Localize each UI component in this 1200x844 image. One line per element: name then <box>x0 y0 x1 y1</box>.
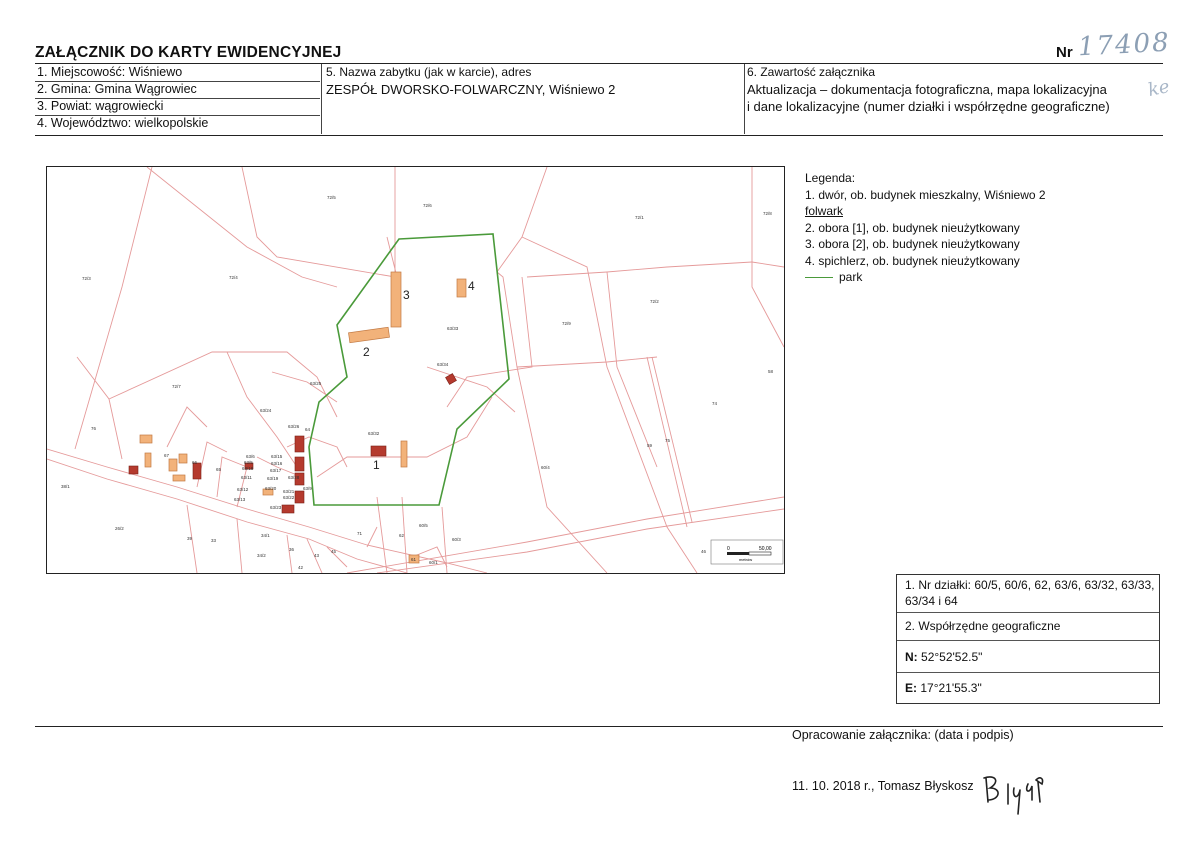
parcel-label: 63/6 <box>246 454 255 459</box>
parcel-label: 46 <box>701 549 707 554</box>
parcel-label: 63/15 <box>271 454 283 459</box>
latitude-value: 52°52'52.5" <box>921 650 983 664</box>
building-row-5 <box>282 505 294 513</box>
parcel-label: 74 <box>712 401 718 406</box>
map-markers <box>363 279 475 472</box>
scale-end: 50,00 <box>759 546 772 552</box>
parcel-label: 63/18 <box>242 466 254 471</box>
legend-item-spichlerz: 4. spichlerz, ob. budynek nieużytkowany <box>805 253 1020 268</box>
parcel-label: 72/3 <box>82 276 91 281</box>
handwritten-signature <box>978 770 1048 825</box>
parcel-label: 36 <box>289 547 295 552</box>
parcel-label: 60/5 <box>419 523 428 528</box>
marker-4: 4 <box>468 279 475 293</box>
legend-park-label: park <box>839 270 863 284</box>
parcel-label: 72/8 <box>763 211 772 216</box>
parcel-label: 63/16 <box>271 461 283 466</box>
parcel-label: 60/4 <box>541 465 550 470</box>
latitude-label: N: <box>905 650 918 664</box>
handwritten-initials: ke <box>1146 75 1172 102</box>
parcel-label: 38/1 <box>61 484 70 489</box>
coordinates-label-section <box>897 613 1159 641</box>
building-village-4 <box>179 454 187 463</box>
parcel-label: 33 <box>211 538 217 543</box>
parcel-label: 63/20 <box>265 486 277 491</box>
latitude-section <box>897 641 1159 673</box>
legend-item-park <box>805 269 1046 286</box>
parcel-label: 75 <box>665 438 671 443</box>
parcel-label: 72/6 <box>423 203 432 208</box>
parcel-label: 42 <box>298 565 304 570</box>
parcel-label: 63/25 <box>310 381 322 386</box>
parcel-label: 63/11 <box>241 475 252 480</box>
parcel-label: 63/23 <box>270 505 282 510</box>
gmina-text: 2. Gmina: Gmina Wągrowiec <box>37 82 197 96</box>
header-table <box>35 63 1163 136</box>
building-village-1 <box>140 435 152 443</box>
legend-item-obora-2: 3. obora [2], ob. budynek nieużytkowany <box>805 237 1020 251</box>
building-spichlerz <box>457 279 466 297</box>
parcel-boundaries <box>47 167 784 573</box>
marker-3: 3 <box>403 288 410 302</box>
longitude-section <box>897 673 1159 703</box>
prepared-label: Opracowanie załącznika: (data i podpis) <box>792 728 1014 742</box>
parcel-label: 60/3 <box>452 537 461 542</box>
parcel-label: 61 <box>411 557 417 562</box>
marker-1: 1 <box>373 458 380 472</box>
building-village-2 <box>145 453 151 467</box>
parcel-label: 63/32 <box>368 431 380 436</box>
legend-item-dwor: 1. dwór, ob. budynek mieszkalny, Wiśniewo 2 <box>805 187 1046 202</box>
parcel-label: 71 <box>357 531 363 536</box>
powiat-text: 3. Powiat: wągrowiecki <box>37 99 164 113</box>
parcel-label: 63/22 <box>283 495 295 500</box>
legend-item-obora-1: 2. obora [1], ob. budynek nieużytkowany <box>805 220 1020 235</box>
scale-segment-light <box>749 552 771 555</box>
zawartosc-cell <box>744 64 1163 134</box>
parcel-label: 63/5 <box>244 460 253 465</box>
parcel-label: 58 <box>768 369 774 374</box>
dzialki-section <box>897 575 1159 613</box>
parcel-label: 66 <box>192 460 198 465</box>
parcel-label: 63/33 <box>447 326 459 331</box>
parcel-label: 72/4 <box>229 275 238 280</box>
location-map <box>46 166 785 574</box>
parcel-label: 72/9 <box>562 321 571 326</box>
scale-unit: metrów <box>739 557 753 562</box>
map-svg <box>47 167 784 573</box>
parcel-label: 63/13 <box>234 497 246 502</box>
scale-start: 0 <box>727 546 730 552</box>
coordinates-label: 2. Współrzędne geograficzne <box>905 619 1061 633</box>
building-dwor <box>371 446 386 456</box>
parcel-label: 34/1 <box>261 533 270 538</box>
legend-title: Legenda: <box>805 171 856 185</box>
parcel-labels <box>61 195 774 570</box>
parcel-label: 63/28 <box>288 475 300 480</box>
wojewodztwo-text: 4. Województwo: wielkopolskie <box>37 116 209 130</box>
building-village-3 <box>169 459 177 471</box>
scale-segment-dark <box>727 552 749 555</box>
park-line-icon <box>805 277 833 278</box>
handwritten-number: 17408 <box>1077 27 1172 63</box>
parcel-label: 64 <box>305 427 311 432</box>
dzialki-line1: 1. Nr działki: 60/5, 60/6, 62, 63/6, 63/32, 63/33, <box>905 578 1155 592</box>
building-obora-1 <box>348 327 389 342</box>
longitude-value: 17°21'55.3" <box>920 681 982 695</box>
zabytek-value: ZESPÓŁ DWORSKO-FOLWARCZNY, Wiśniewo 2 <box>326 82 616 97</box>
parcel-label: 34/2 <box>257 553 266 558</box>
row-wojewodztwo <box>35 115 320 132</box>
prepared-date-author: 11. 10. 2018 r., Tomasz Błyskosz <box>792 779 974 793</box>
building-small-orange <box>401 441 407 467</box>
zawartosc-line1: Aktualizacja – dokumentacja fotograficzna, mapa lokalizacyjna <box>747 82 1107 97</box>
parcel-label: 26/2 <box>115 526 124 531</box>
parcel-label: 60/1 <box>429 560 438 565</box>
parcel-label: 63/26 <box>288 424 300 429</box>
parcel-label: 72/1 <box>635 215 644 220</box>
zawartosc-line2: i dane lokalizacyjne (numer działki i współrzędne geograficzne) <box>747 99 1110 114</box>
parcel-info-box <box>896 574 1160 704</box>
building-village-red-2 <box>129 466 138 474</box>
parcel-label: 63/24 <box>260 408 272 413</box>
parcel-label: 63/34 <box>437 362 449 367</box>
signature-svg <box>978 770 1048 820</box>
parcel-label: 63/9 <box>303 486 312 491</box>
miejscowosc-text: 1. Miejscowość: Wiśniewo <box>37 65 183 79</box>
building-row-4 <box>295 491 304 503</box>
marker-2: 2 <box>363 345 370 359</box>
row-powiat <box>35 98 320 116</box>
building-63-34 <box>446 374 457 385</box>
parcel-label: 45 <box>331 549 337 554</box>
scale-bar <box>711 540 783 564</box>
parcel-label: 39 <box>187 536 193 541</box>
parcel-label: 67 <box>164 453 170 458</box>
map-legend <box>805 170 1046 286</box>
parcel-label: 65 <box>216 467 222 472</box>
park-boundary <box>309 234 509 505</box>
number-label: Nr <box>1056 44 1073 61</box>
building-village-5 <box>173 475 185 481</box>
footer-divider <box>35 726 1163 727</box>
longitude-label: E: <box>905 681 917 695</box>
parcel-label: 72/5 <box>327 195 336 200</box>
parcel-label: 63/12 <box>237 487 249 492</box>
zabytek-label: 5. Nazwa zabytku (jak w karcie), adres <box>326 65 532 79</box>
parcel-label: 63/21 <box>283 489 295 494</box>
parcel-label: 72/2 <box>650 299 659 304</box>
building-row-2 <box>295 457 304 471</box>
parcel-label: 62 <box>399 533 405 538</box>
building-obora-2 <box>391 272 401 327</box>
building-row-1 <box>295 436 304 452</box>
parcel-label: 43 <box>314 553 320 558</box>
building-village-red-1 <box>193 463 201 479</box>
parcel-label: 76 <box>91 426 97 431</box>
parcel-label: 63/19 <box>267 476 279 481</box>
document-title: ZAŁĄCZNIK DO KARTY EWIDENCYJNEJ <box>35 44 342 61</box>
zabytek-cell <box>321 64 745 134</box>
zawartosc-label: 6. Zawartość załącznika <box>747 65 876 79</box>
row-gmina <box>35 81 320 99</box>
parcel-label: 59 <box>647 443 653 448</box>
legend-folwark-heading: folwark <box>805 204 844 218</box>
parcel-label: 72/7 <box>172 384 181 389</box>
row-miejscowosc <box>35 64 320 82</box>
parcel-label: 63/17 <box>270 468 282 473</box>
dzialki-line2: 63/34 i 64 <box>905 594 958 608</box>
